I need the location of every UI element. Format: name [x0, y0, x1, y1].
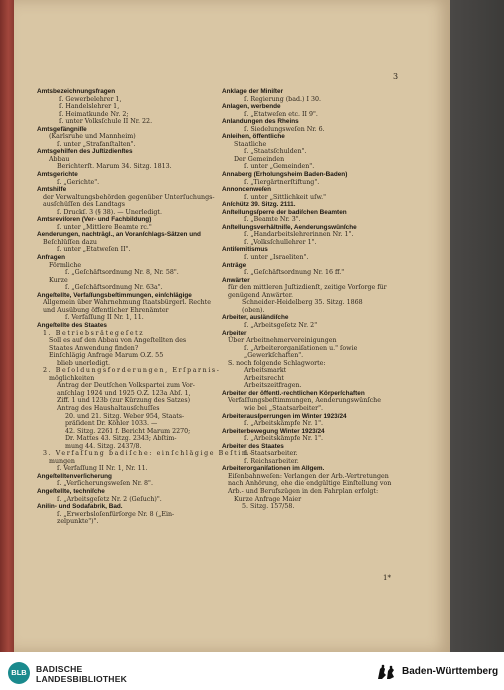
index-entry-line: für den mittleren Juſtizdienſt, zeitige Vorſorge für — [228, 284, 387, 292]
index-entry-line: ſ. „Volksſchullehrer 1". — [244, 238, 317, 246]
state-name[interactable]: Baden-Württemberg — [402, 666, 499, 677]
index-entry-line: ſ. Verfaſſung II Nr. 1, Nr. 11. — [57, 465, 148, 473]
index-keyword: Angeſtellte des Staates — [37, 321, 107, 329]
index-keyword: Annoncenweſen — [222, 186, 272, 194]
baden-wuerttemberg-lions-icon[interactable] — [376, 663, 396, 681]
index-keyword: Annaberg (Erholungsheim Baden-Baden) — [222, 171, 348, 179]
index-entry-line: ſ. „Arbeitskämpfe Nr. 1". — [244, 420, 324, 428]
index-entry-line: S. noch folgende Schlagworte: — [228, 359, 326, 367]
index-entry-line: 2. Beſoldungsforderungen, Erſparnis- — [43, 367, 221, 375]
index-entry-line: ſ. „Arbeitskämpfe Nr. 1". — [244, 435, 324, 443]
index-entry-line: ſ. „Beamte Nr. 3". — [244, 216, 301, 224]
library-name-line2: LANDESBIBLIOTHEK — [36, 674, 128, 684]
index-entry-line: ſ. unter „Israeliten". — [244, 254, 309, 262]
library-name[interactable] — [36, 664, 127, 684]
signature-mark: 1* — [383, 574, 391, 582]
index-entry-line: 5. Sitzg. 157/58. — [242, 503, 295, 511]
index-entry-line: Ziff. 1 und 123b (zur Kürzung des Satzes) — [57, 397, 191, 405]
index-keyword: Amtsbezeichnungsfragen — [37, 88, 116, 95]
index-entry-line: nach Anhörung, ehe die endgültige Einſtellung von — [228, 480, 392, 488]
book-spine — [0, 0, 14, 652]
index-entry-line: mung 44. Sitzg. 2437/8. — [65, 442, 142, 450]
index-entry-line: ſ. „Verſicherungsweſen Nr. 8". — [57, 480, 153, 488]
index-keyword: Anlagen, werbende — [222, 103, 281, 111]
index-entry-line: Arb.- und Berufszügen in den Fahrplan erfolgt: — [228, 487, 379, 495]
index-entry-line: Verfaſſungsbeſtimmungen, Aenderungswünſche — [228, 397, 381, 405]
index-keyword: Antiſemitismus — [222, 246, 268, 254]
index-entry-line: „Gewerkſchaften". — [244, 352, 304, 360]
index-entry-line: ſ. unter „Gemeinden". — [244, 163, 315, 171]
index-keyword: Amtshilfe — [37, 186, 67, 194]
index-entry-line: ſ. „Staatsſchulden". — [244, 148, 307, 156]
index-keyword: Amtsgefängniſſe — [37, 125, 87, 133]
library-name-line1: BADISCHE — [36, 664, 83, 674]
index-entry-line: Allgemein über Wahrnehmung ſtaatsbürgerl. Rechte — [43, 299, 211, 307]
index-entry-line: ſ. Verfaſſung II Nr. 1, 11. — [65, 314, 144, 322]
index-keyword: Anträge — [222, 261, 247, 269]
index-keyword: Anklage der Miniſter — [222, 88, 284, 95]
index-keyword: Anlandungen des Rheins — [222, 118, 299, 126]
index-keyword: Arbeiterbewegung Winter 1923/24 — [222, 427, 325, 435]
index-keyword: Anilin- und Sodafabrik, Bad. — [37, 503, 123, 511]
index-entry-line: mungen — [49, 457, 75, 465]
index-keyword: Anfragen — [37, 254, 66, 262]
index-entry-line: ſ. Staatsarbeiter. — [244, 450, 298, 458]
index-entry-line: 42. Sitzg. 2261 f. Bericht Marum 2270; — [65, 427, 191, 435]
index-entry-line: Arbeitsrecht — [244, 374, 284, 382]
index-entry-line: Staates Anwendung finden? — [49, 344, 139, 352]
index-keyword: Angeſtellte, techniſche — [37, 487, 105, 495]
index-entry-line: Schneider-Heidelberg 35. Sitzg. 1868 — [242, 299, 363, 307]
index-entry-line: Antrag der Deutſchen Volkspartei zum Vor- — [57, 382, 195, 390]
index-entry-line: (oben). — [242, 306, 265, 314]
index-keyword: Arbeiter des Staates — [222, 442, 284, 450]
index-entry-line: Abbau — [49, 155, 70, 163]
index-entry-line: Arbeitszeitfragen. — [244, 382, 302, 390]
index-entry-line: ſ. „Tiergärtnerſtiftung". — [244, 178, 320, 186]
index-entry-line: 20. und 21. Sitzg. Weber 954, Staats- — [65, 412, 185, 420]
index-entry-line: ſ. „Etatweſen etc. II 9". — [244, 110, 318, 118]
index-column-right — [222, 88, 400, 511]
index-entry-line: Förmliche — [49, 261, 82, 269]
index-entry-line: anſchlag 1924 und 1925 O.Z. 123a Abſ. 1, — [57, 389, 191, 397]
index-entry-line: 1. Betriebsrätegeſetz — [43, 329, 145, 337]
index-entry-line: blieb unerledigt. — [57, 359, 111, 367]
index-entry-line: ſ. unter „Sittlichkeit uſw." — [244, 193, 326, 201]
index-entry-line: ſ. „Arbeitsgeſetz Nr. 2" — [244, 321, 318, 329]
index-entry-line: ſ. „Handarbeitslehrerinnen Nr. 1". — [244, 231, 354, 239]
index-entry-line: Kurze — [49, 276, 68, 284]
index-entry-line: ſ. „Arbeiterorganiſationen u." ſowie — [244, 344, 358, 352]
index-entry-line: Antrag des Haushaltausſchuſſes — [57, 404, 160, 412]
index-entry-line: genügend Anwärter. — [228, 291, 294, 299]
index-keyword: Arbeiterausſperrungen im Winter 1923/24 — [222, 412, 347, 420]
index-entry-line: ſ. Reichsarbeiter. — [244, 457, 299, 465]
index-entry-line: Der Gemeinden — [234, 155, 285, 163]
index-keyword: Anleihen, öffentliche — [222, 133, 285, 141]
index-entry-line: Soll es auf den Abbau von Angeſtellten des — [49, 337, 187, 345]
index-entry-line: ſ. „Erwerbsloſenfürſorge Nr. 8 („Ein- — [57, 510, 175, 518]
index-entry-line: Über Arbeitnehmervereinigungen — [228, 337, 337, 345]
index-entry-line: Beſchlüſſen dazu — [43, 238, 97, 246]
index-entry-line: ausſchüſſen des Landtags — [43, 201, 126, 209]
index-keyword: Amtsgerichte — [37, 171, 78, 179]
index-entry-line: möglichkeiten — [49, 374, 95, 382]
index-entry-line: und Ausübung öffentlicher Ehrenämter — [43, 306, 169, 314]
index-keyword: Anſchütz 39. Sitzg. 2111. — [222, 201, 296, 209]
index-entry-line: 3. Verfaſſung badiſche: einſchlägige Beſtim- — [43, 450, 254, 458]
index-entry-line: Arbeitsmarkt — [244, 367, 287, 375]
index-entry-line: ſ. „Geſchäftsordnung Nr. 63a". — [65, 284, 163, 292]
index-entry-line: Einſchlägig Anfrage Marum O.Z. 55 — [49, 352, 164, 360]
index-entry-line: ſ. Heimatkunde Nr. 2; — [59, 110, 129, 118]
index-keyword: Arbeiterorganiſationen im Allgem. — [222, 465, 325, 473]
index-keyword: Arbeiter, ausländiſche — [222, 314, 289, 322]
scan-background — [450, 0, 504, 652]
index-entry-line: ſ. Regierung (bad.) I 30. — [244, 95, 321, 103]
index-keyword: Anſtellungsverhältniſſe, Aenderungswünſche — [222, 223, 357, 231]
index-keyword: Aenderungen, nachträgl., an Voranſchlags-Sätzen und — [37, 231, 201, 239]
index-entry-line: ſ. Handelslehrer 1, — [59, 103, 120, 111]
index-keyword: Anſtellungsſperre der badiſchen Beamten — [222, 208, 347, 216]
index-entry-line: ſ. unter „Etatweſen II". — [57, 246, 131, 254]
blb-logo-icon[interactable]: BLB — [8, 662, 30, 684]
index-entry-line: zelpunkte")". — [57, 518, 99, 526]
index-keyword: Angeſtellte, Verfaſſungsbeſtimmungen, einſchlägige — [37, 291, 192, 299]
page-number: 3 — [393, 72, 399, 81]
index-entry-line: ſ. unter „Strafanſtalten". — [57, 140, 136, 148]
index-entry-line: ſ. unter „Mittlere Beamte rc." — [57, 223, 152, 231]
index-entry-line: Kurze Anfrage Maier — [234, 495, 302, 503]
index-entry-line: Berichterſt. Marum 34. Sitzg. 1813. — [57, 163, 172, 171]
index-entry-line: ſ. Siedelungsweſen Nr. 6. — [244, 125, 325, 133]
index-entry-line: Dr. Mattes 43. Sitzg. 2343; Abſtim- — [65, 435, 177, 443]
index-entry-line: ſ. Druckſ. 3 (§ 38). — Unerledigt. — [57, 208, 162, 216]
footer-bar — [0, 652, 504, 690]
index-keyword: Amtsreviſoren (Ver- und Fachbildung) — [37, 216, 152, 224]
index-entry-line: Staatliche — [234, 140, 267, 148]
index-entry-line: der Verwaltungsbehörden gegenüber Unterſuchungs- — [43, 193, 215, 201]
index-keyword: Anwärter — [222, 276, 250, 284]
index-entry-line: (Karlsruhe und Mannheim) — [49, 133, 136, 141]
index-entry-line: ſ. „Geſchäftsordnung Nr. 8, Nr. 58". — [65, 269, 179, 277]
index-entry-line: ſ. Gewerbelehrer 1, — [59, 95, 122, 103]
index-keyword: Arbeiter der öffentl.-rechtlichen Körperſchaften — [222, 389, 365, 397]
index-keyword: Arbeiter — [222, 329, 247, 337]
index-entry-line: ſ. „Arbeitsgeſetz Nr. 2 (Geſuch)". — [57, 495, 162, 503]
index-keyword: Amtsgehilfen des Juſtizdienſtes — [37, 148, 133, 156]
index-entry-line: präſident Dr. Köhler 1033. — — [65, 420, 158, 428]
index-entry-line: ſ. „Gerichte". — [57, 178, 100, 186]
index-entry-line: ſ. unter Volksſchule II Nr. 22. — [59, 118, 153, 126]
index-entry-line: wie bei „Staatsarbeiter". — [244, 404, 323, 412]
index-keyword: Angeſtelltenverſicherung — [37, 472, 112, 480]
index-entry-line: ſ. „Geſchäftsordnung Nr. 16 ff." — [244, 269, 345, 277]
index-entry-line: Eiſenbahnweſen: Verlangen der Arb.-Vertretungen — [228, 472, 389, 480]
